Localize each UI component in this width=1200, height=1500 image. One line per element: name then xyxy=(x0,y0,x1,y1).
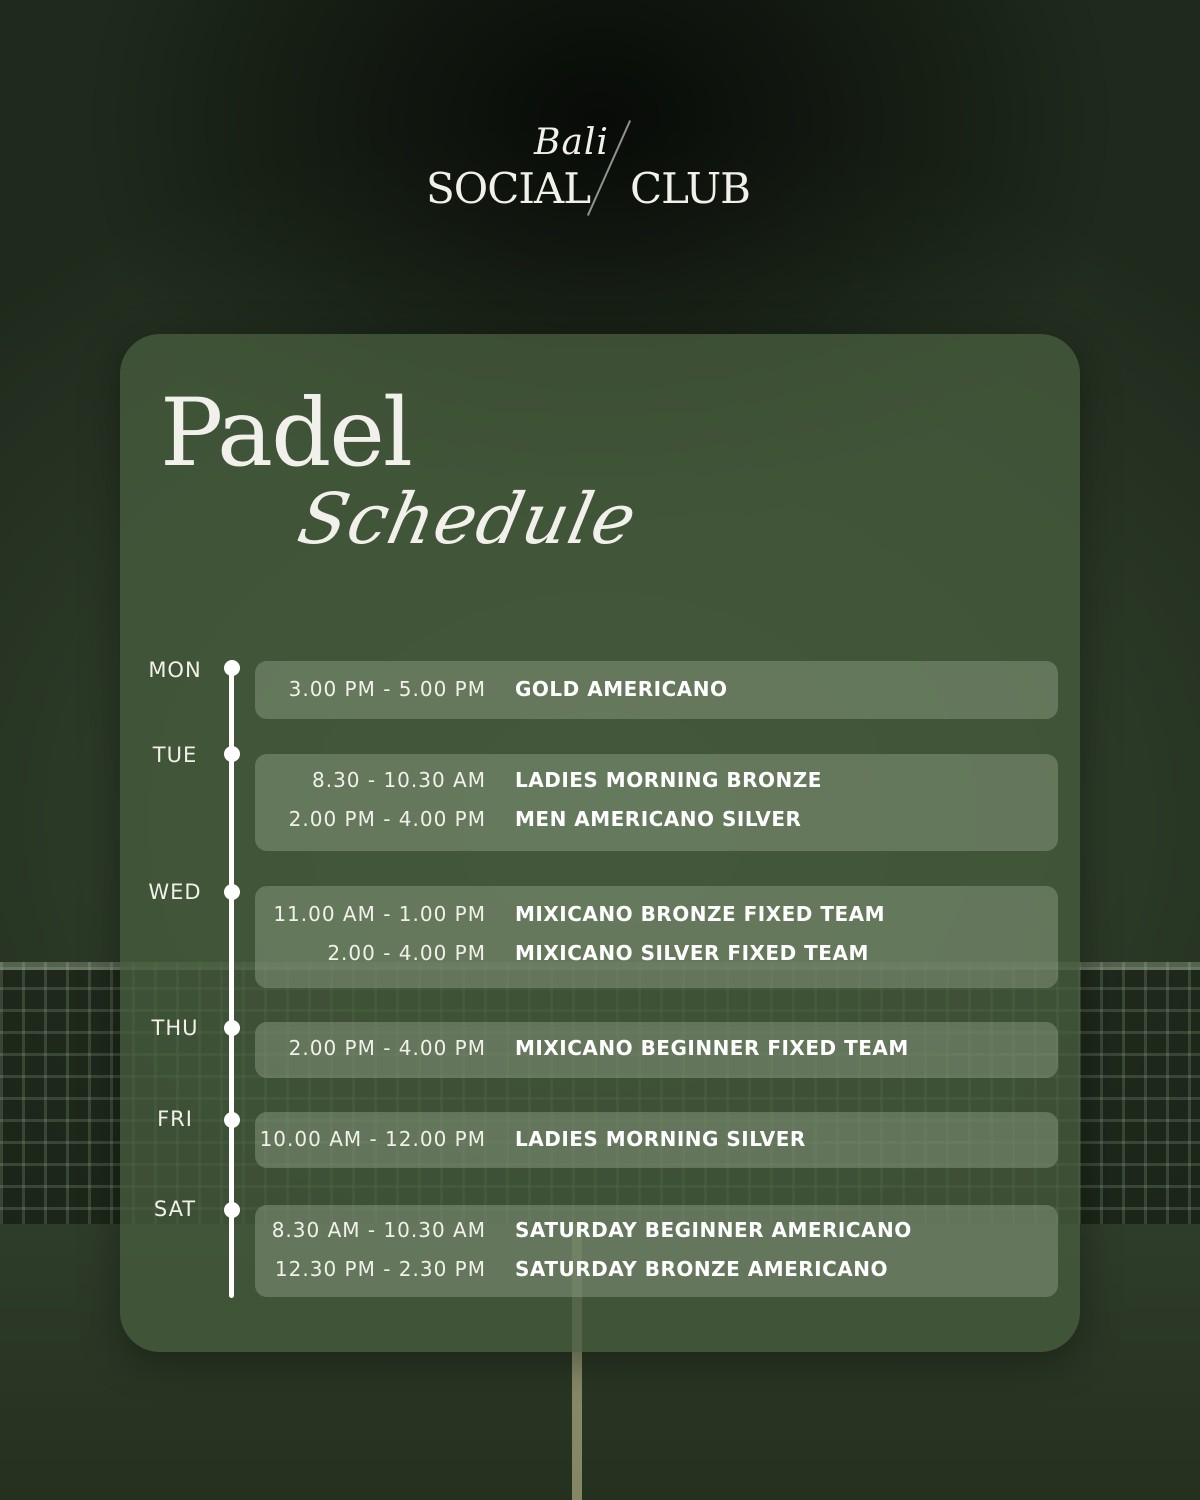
day-label-fri: FRI xyxy=(157,1107,193,1131)
session-event: SATURDAY BRONZE AMERICANO xyxy=(515,1257,889,1281)
day-label-tue: TUE xyxy=(152,743,198,767)
timeline-dot-sat xyxy=(224,1202,240,1218)
session-row xyxy=(255,768,1058,798)
session-time: 8.30 AM - 10.30 AM xyxy=(271,1218,486,1242)
logo-social: SOCIAL xyxy=(426,164,591,213)
session-event: MEN AMERICANO SILVER xyxy=(515,807,802,831)
session-event: MIXICANO BEGINNER FIXED TEAM xyxy=(515,1036,909,1060)
session-time: 12.30 PM - 2.30 PM xyxy=(274,1257,486,1281)
session-time: 2.00 - 4.00 PM xyxy=(327,941,486,965)
day-label-sat: SAT xyxy=(153,1197,197,1221)
timeline-dot-thu xyxy=(224,1020,240,1036)
day-sessions-mon xyxy=(255,661,1058,719)
session-row xyxy=(255,807,1058,837)
session-row xyxy=(255,902,1058,932)
day-label-thu: THU xyxy=(151,1016,199,1040)
day-sessions-thu xyxy=(255,1022,1058,1078)
session-event: LADIES MORNING SILVER xyxy=(515,1127,806,1151)
session-event: MIXICANO BRONZE FIXED TEAM xyxy=(515,902,886,926)
timeline-dot-tue xyxy=(224,746,240,762)
logo-club: CLUB xyxy=(630,164,750,213)
timeline-dot-fri xyxy=(224,1112,240,1128)
page-subtitle: Schedule xyxy=(291,478,645,560)
session-row xyxy=(255,941,1058,971)
session-time: 2.00 PM - 4.00 PM xyxy=(288,1036,486,1060)
session-event: SATURDAY BEGINNER AMERICANO xyxy=(515,1218,912,1242)
session-event: MIXICANO SILVER FIXED TEAM xyxy=(515,941,869,965)
session-event: LADIES MORNING BRONZE xyxy=(515,768,822,792)
session-row xyxy=(255,1036,1058,1066)
day-label-mon: MON xyxy=(148,658,202,682)
session-time: 8.30 - 10.30 AM xyxy=(311,768,486,792)
timeline-dot-mon xyxy=(224,660,240,676)
day-sessions-wed xyxy=(255,886,1058,988)
session-event: GOLD AMERICANO xyxy=(515,677,728,701)
day-sessions-tue xyxy=(255,754,1058,851)
day-sessions-fri xyxy=(255,1112,1058,1168)
session-row xyxy=(255,677,1058,707)
session-time: 11.00 AM - 1.00 PM xyxy=(273,902,486,926)
day-sessions-sat xyxy=(255,1205,1058,1297)
session-row xyxy=(255,1218,1058,1248)
day-label-wed: WED xyxy=(148,880,202,904)
session-time: 3.00 PM - 5.00 PM xyxy=(288,677,486,701)
page-title: Padel xyxy=(160,379,411,488)
session-time: 10.00 AM - 12.00 PM xyxy=(259,1127,486,1151)
session-row xyxy=(255,1127,1058,1157)
timeline-dot-wed xyxy=(224,884,240,900)
session-row xyxy=(255,1257,1058,1287)
logo-bali: Bali xyxy=(534,122,609,163)
session-time: 2.00 PM - 4.00 PM xyxy=(288,807,486,831)
brand-logo xyxy=(420,118,760,218)
